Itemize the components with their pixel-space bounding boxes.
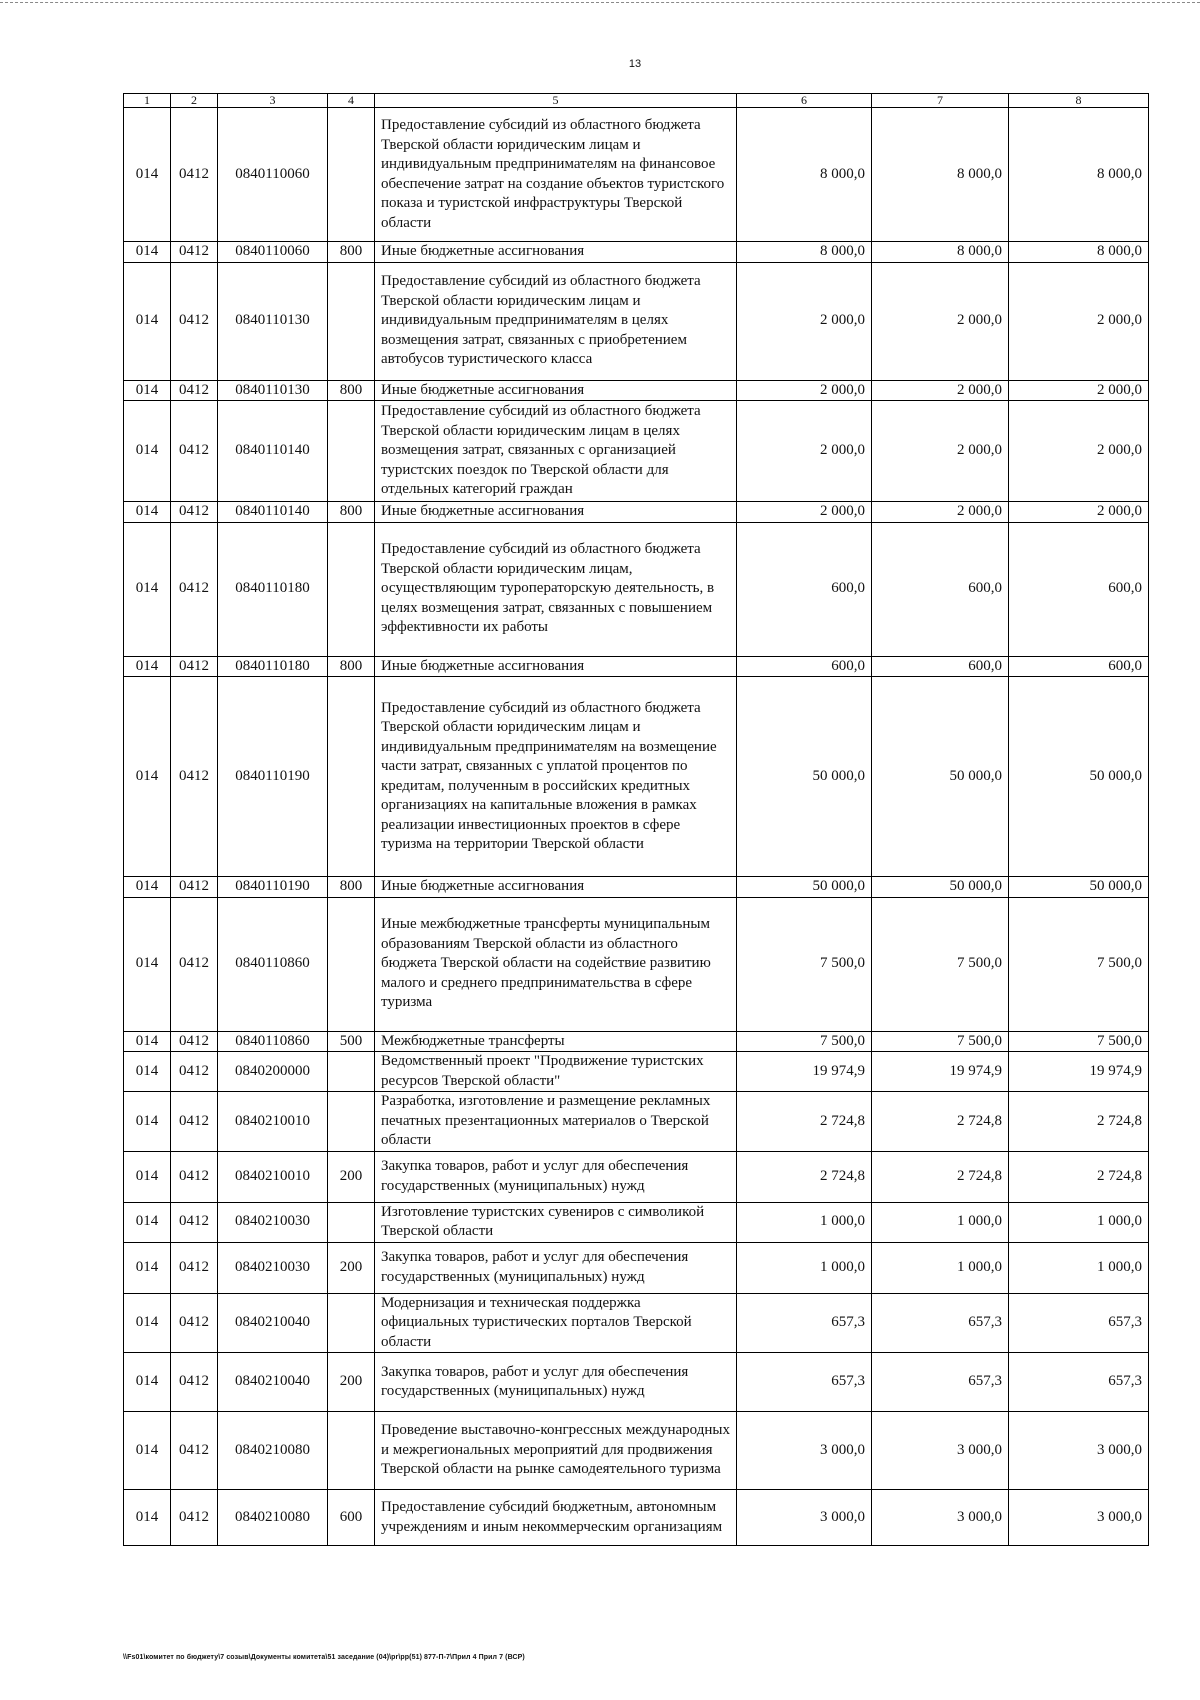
column-8-value: 8 000,0 bbox=[1009, 242, 1149, 263]
column-8-value: 600,0 bbox=[1009, 522, 1149, 656]
column-4-cell bbox=[328, 1412, 375, 1490]
column-7-value: 3 000,0 bbox=[872, 1490, 1009, 1546]
column-8-value: 2 000,0 bbox=[1009, 262, 1149, 380]
description-cell: Иные бюджетные ассигнования bbox=[375, 380, 737, 401]
description-cell: Предоставление субсидий из областного бюджета Тверской области юридическим лицам и индивидуальным предпринимателям на возмещение части затрат, связанных с уплатой процентов по кредитам, полученным в российских кредитных организациях на капитальные вложения в рамках реализации инвестиционных проектов в сфере туризма на территории Тверской области bbox=[375, 677, 737, 877]
column-header: 3 bbox=[218, 94, 328, 108]
column-2-cell: 0412 bbox=[171, 1031, 218, 1052]
column-3-cell: 0840210030 bbox=[218, 1202, 328, 1242]
column-1-cell: 014 bbox=[124, 1031, 171, 1052]
column-1-cell: 014 bbox=[124, 242, 171, 263]
column-number-header-row bbox=[124, 94, 1149, 108]
column-header: 1 bbox=[124, 94, 171, 108]
column-3-cell: 0840110180 bbox=[218, 656, 328, 677]
description-cell: Модернизация и техническая поддержка официальных туристических порталов Тверской области bbox=[375, 1293, 737, 1353]
column-7-value: 7 500,0 bbox=[872, 897, 1009, 1031]
column-7-value: 2 000,0 bbox=[872, 380, 1009, 401]
column-7-value: 2 000,0 bbox=[872, 401, 1009, 502]
column-6-value: 657,3 bbox=[737, 1293, 872, 1353]
column-8-value: 50 000,0 bbox=[1009, 677, 1149, 877]
column-header: 7 bbox=[872, 94, 1009, 108]
column-8-value: 2 000,0 bbox=[1009, 380, 1149, 401]
column-4-cell: 800 bbox=[328, 877, 375, 898]
column-2-cell: 0412 bbox=[171, 1092, 218, 1152]
column-6-value: 2 000,0 bbox=[737, 262, 872, 380]
column-8-value: 3 000,0 bbox=[1009, 1412, 1149, 1490]
description-cell: Закупка товаров, работ и услуг для обеспечения государственных (муниципальных) нужд bbox=[375, 1151, 737, 1202]
column-6-value: 50 000,0 bbox=[737, 877, 872, 898]
column-3-cell: 0840210030 bbox=[218, 1242, 328, 1293]
description-cell: Иные бюджетные ассигнования bbox=[375, 242, 737, 263]
column-3-cell: 0840110180 bbox=[218, 522, 328, 656]
column-2-cell: 0412 bbox=[171, 1202, 218, 1242]
column-7-value: 600,0 bbox=[872, 656, 1009, 677]
table-row bbox=[124, 1202, 1149, 1242]
column-7-value: 7 500,0 bbox=[872, 1031, 1009, 1052]
column-2-cell: 0412 bbox=[171, 1412, 218, 1490]
column-3-cell: 0840110860 bbox=[218, 1031, 328, 1052]
description-cell: Иные бюджетные ассигнования bbox=[375, 502, 737, 523]
column-1-cell: 014 bbox=[124, 1052, 171, 1092]
column-6-value: 657,3 bbox=[737, 1353, 872, 1412]
column-1-cell: 014 bbox=[124, 262, 171, 380]
column-7-value: 8 000,0 bbox=[872, 242, 1009, 263]
column-header: 2 bbox=[171, 94, 218, 108]
column-6-value: 2 000,0 bbox=[737, 401, 872, 502]
column-7-value: 2 000,0 bbox=[872, 262, 1009, 380]
description-cell: Закупка товаров, работ и услуг для обеспечения государственных (муниципальных) нужд bbox=[375, 1353, 737, 1412]
column-6-value: 7 500,0 bbox=[737, 1031, 872, 1052]
description-cell: Межбюджетные трансферты bbox=[375, 1031, 737, 1052]
column-4-cell bbox=[328, 401, 375, 502]
column-1-cell: 014 bbox=[124, 1490, 171, 1546]
table-row bbox=[124, 1353, 1149, 1412]
table-row bbox=[124, 1242, 1149, 1293]
column-7-value: 2 000,0 bbox=[872, 502, 1009, 523]
column-6-value: 2 724,8 bbox=[737, 1092, 872, 1152]
column-6-value: 600,0 bbox=[737, 656, 872, 677]
column-6-value: 3 000,0 bbox=[737, 1412, 872, 1490]
column-4-cell bbox=[328, 1202, 375, 1242]
column-2-cell: 0412 bbox=[171, 242, 218, 263]
column-8-value: 3 000,0 bbox=[1009, 1490, 1149, 1546]
column-6-value: 1 000,0 bbox=[737, 1202, 872, 1242]
table-row bbox=[124, 401, 1149, 502]
scan-top-edge bbox=[0, 2, 1200, 4]
description-cell: Иные бюджетные ассигнования bbox=[375, 877, 737, 898]
column-1-cell: 014 bbox=[124, 677, 171, 877]
column-3-cell: 0840210080 bbox=[218, 1490, 328, 1546]
column-1-cell: 014 bbox=[124, 1242, 171, 1293]
column-header: 8 bbox=[1009, 94, 1149, 108]
description-cell: Предоставление субсидий из областного бюджета Тверской области юридическим лицам, осуществляющим туроператорскую деятельность, в целях возмещения затрат, связанных с повышением эффективности их работы bbox=[375, 522, 737, 656]
column-3-cell: 0840210040 bbox=[218, 1293, 328, 1353]
column-3-cell: 0840110060 bbox=[218, 108, 328, 242]
column-4-cell bbox=[328, 108, 375, 242]
column-6-value: 2 724,8 bbox=[737, 1151, 872, 1202]
table-row bbox=[124, 897, 1149, 1031]
column-header: 5 bbox=[375, 94, 737, 108]
column-8-value: 2 000,0 bbox=[1009, 401, 1149, 502]
column-6-value: 19 974,9 bbox=[737, 1052, 872, 1092]
description-cell: Закупка товаров, работ и услуг для обеспечения государственных (муниципальных) нужд bbox=[375, 1242, 737, 1293]
column-1-cell: 014 bbox=[124, 522, 171, 656]
column-1-cell: 014 bbox=[124, 1412, 171, 1490]
column-7-value: 600,0 bbox=[872, 522, 1009, 656]
table-row bbox=[124, 656, 1149, 677]
column-7-value: 50 000,0 bbox=[872, 677, 1009, 877]
table-row bbox=[124, 380, 1149, 401]
column-2-cell: 0412 bbox=[171, 1490, 218, 1546]
column-7-value: 1 000,0 bbox=[872, 1242, 1009, 1293]
column-7-value: 8 000,0 bbox=[872, 108, 1009, 242]
column-7-value: 3 000,0 bbox=[872, 1412, 1009, 1490]
table-row bbox=[124, 1490, 1149, 1546]
column-1-cell: 014 bbox=[124, 1202, 171, 1242]
column-1-cell: 014 bbox=[124, 877, 171, 898]
column-8-value: 600,0 bbox=[1009, 656, 1149, 677]
column-4-cell bbox=[328, 262, 375, 380]
description-cell: Иные бюджетные ассигнования bbox=[375, 656, 737, 677]
column-4-cell: 800 bbox=[328, 656, 375, 677]
column-4-cell: 500 bbox=[328, 1031, 375, 1052]
column-4-cell bbox=[328, 677, 375, 877]
column-8-value: 2 724,8 bbox=[1009, 1092, 1149, 1152]
table-row bbox=[124, 242, 1149, 263]
column-8-value: 1 000,0 bbox=[1009, 1242, 1149, 1293]
column-1-cell: 014 bbox=[124, 656, 171, 677]
column-7-value: 50 000,0 bbox=[872, 877, 1009, 898]
column-7-value: 2 724,8 bbox=[872, 1151, 1009, 1202]
column-2-cell: 0412 bbox=[171, 677, 218, 877]
column-1-cell: 014 bbox=[124, 401, 171, 502]
column-4-cell bbox=[328, 1052, 375, 1092]
column-6-value: 600,0 bbox=[737, 522, 872, 656]
column-3-cell: 0840210010 bbox=[218, 1092, 328, 1152]
column-8-value: 7 500,0 bbox=[1009, 897, 1149, 1031]
column-7-value: 657,3 bbox=[872, 1293, 1009, 1353]
table-row bbox=[124, 1151, 1149, 1202]
table-row bbox=[124, 1031, 1149, 1052]
table-row bbox=[124, 522, 1149, 656]
table-row bbox=[124, 1412, 1149, 1490]
description-cell: Предоставление субсидий бюджетным, автономным учреждениям и иным некоммерческим организациям bbox=[375, 1490, 737, 1546]
column-2-cell: 0412 bbox=[171, 656, 218, 677]
column-1-cell: 014 bbox=[124, 1293, 171, 1353]
description-cell: Предоставление субсидий из областного бюджета Тверской области юридическим лицам и индивидуальным предпринимателям на финансовое обеспечение затрат на создание объектов туристского показа и туристской инфраструктуры Тверской области bbox=[375, 108, 737, 242]
column-2-cell: 0412 bbox=[171, 877, 218, 898]
table-row bbox=[124, 1092, 1149, 1152]
column-4-cell: 800 bbox=[328, 502, 375, 523]
column-3-cell: 0840200000 bbox=[218, 1052, 328, 1092]
column-8-value: 657,3 bbox=[1009, 1353, 1149, 1412]
column-6-value: 2 000,0 bbox=[737, 380, 872, 401]
column-6-value: 8 000,0 bbox=[737, 108, 872, 242]
budget-table bbox=[123, 93, 1149, 1546]
table-row bbox=[124, 502, 1149, 523]
column-3-cell: 0840210010 bbox=[218, 1151, 328, 1202]
column-1-cell: 014 bbox=[124, 502, 171, 523]
column-7-value: 19 974,9 bbox=[872, 1052, 1009, 1092]
column-3-cell: 0840110860 bbox=[218, 897, 328, 1031]
column-4-cell: 800 bbox=[328, 242, 375, 263]
column-1-cell: 014 bbox=[124, 897, 171, 1031]
column-8-value: 2 000,0 bbox=[1009, 502, 1149, 523]
column-2-cell: 0412 bbox=[171, 1242, 218, 1293]
column-4-cell: 200 bbox=[328, 1151, 375, 1202]
column-2-cell: 0412 bbox=[171, 1151, 218, 1202]
column-3-cell: 0840110190 bbox=[218, 677, 328, 877]
column-2-cell: 0412 bbox=[171, 262, 218, 380]
description-cell: Изготовление туристских сувениров с символикой Тверской области bbox=[375, 1202, 737, 1242]
column-3-cell: 0840210080 bbox=[218, 1412, 328, 1490]
column-7-value: 657,3 bbox=[872, 1353, 1009, 1412]
page-number: 13 bbox=[628, 58, 642, 70]
column-3-cell: 0840110140 bbox=[218, 502, 328, 523]
column-7-value: 1 000,0 bbox=[872, 1202, 1009, 1242]
column-1-cell: 014 bbox=[124, 1151, 171, 1202]
column-4-cell: 600 bbox=[328, 1490, 375, 1546]
column-2-cell: 0412 bbox=[171, 1353, 218, 1412]
table-row bbox=[124, 1052, 1149, 1092]
column-2-cell: 0412 bbox=[171, 108, 218, 242]
column-7-value: 2 724,8 bbox=[872, 1092, 1009, 1152]
column-8-value: 2 724,8 bbox=[1009, 1151, 1149, 1202]
column-4-cell bbox=[328, 1092, 375, 1152]
column-1-cell: 014 bbox=[124, 1092, 171, 1152]
column-8-value: 19 974,9 bbox=[1009, 1052, 1149, 1092]
column-2-cell: 0412 bbox=[171, 897, 218, 1031]
column-2-cell: 0412 bbox=[171, 380, 218, 401]
column-8-value: 8 000,0 bbox=[1009, 108, 1149, 242]
table-row bbox=[124, 262, 1149, 380]
column-1-cell: 014 bbox=[124, 108, 171, 242]
column-6-value: 3 000,0 bbox=[737, 1490, 872, 1546]
column-4-cell: 800 bbox=[328, 380, 375, 401]
column-3-cell: 0840110060 bbox=[218, 242, 328, 263]
description-cell: Разработка, изготовление и размещение рекламных печатных презентационных материалов о Тверской области bbox=[375, 1092, 737, 1152]
column-2-cell: 0412 bbox=[171, 1052, 218, 1092]
column-3-cell: 0840210040 bbox=[218, 1353, 328, 1412]
column-8-value: 1 000,0 bbox=[1009, 1202, 1149, 1242]
table-row bbox=[124, 108, 1149, 242]
column-header: 6 bbox=[737, 94, 872, 108]
column-6-value: 7 500,0 bbox=[737, 897, 872, 1031]
column-3-cell: 0840110190 bbox=[218, 877, 328, 898]
table-row bbox=[124, 877, 1149, 898]
column-4-cell: 200 bbox=[328, 1353, 375, 1412]
column-3-cell: 0840110130 bbox=[218, 262, 328, 380]
column-6-value: 1 000,0 bbox=[737, 1242, 872, 1293]
column-6-value: 50 000,0 bbox=[737, 677, 872, 877]
description-cell: Предоставление субсидий из областного бюджета Тверской области юридическим лицам в целях возмещения затрат, связанных с организацией туристских поездок по Тверской области для отдельных категорий граждан bbox=[375, 401, 737, 502]
table-row bbox=[124, 1293, 1149, 1353]
description-cell: Предоставление субсидий из областного бюджета Тверской области юридическим лицам и индивидуальным предпринимателям в целях возмещения затрат, связанных с приобретением автобусов туристического класса bbox=[375, 262, 737, 380]
column-8-value: 7 500,0 bbox=[1009, 1031, 1149, 1052]
column-2-cell: 0412 bbox=[171, 522, 218, 656]
column-4-cell bbox=[328, 897, 375, 1031]
column-2-cell: 0412 bbox=[171, 401, 218, 502]
column-4-cell bbox=[328, 522, 375, 656]
column-8-value: 50 000,0 bbox=[1009, 877, 1149, 898]
column-header: 4 bbox=[328, 94, 375, 108]
column-3-cell: 0840110140 bbox=[218, 401, 328, 502]
column-3-cell: 0840110130 bbox=[218, 380, 328, 401]
column-6-value: 2 000,0 bbox=[737, 502, 872, 523]
column-4-cell: 200 bbox=[328, 1242, 375, 1293]
column-2-cell: 0412 bbox=[171, 502, 218, 523]
description-cell: Ведомственный проект "Продвижение туристских ресурсов Тверской области" bbox=[375, 1052, 737, 1092]
column-1-cell: 014 bbox=[124, 380, 171, 401]
table-row bbox=[124, 677, 1149, 877]
description-cell: Проведение выставочно-конгрессных международных и межрегиональных мероприятий для продвижения Тверской области на рынке самодеятельного туризма bbox=[375, 1412, 737, 1490]
column-2-cell: 0412 bbox=[171, 1293, 218, 1353]
file-path-footer: \\Fs01\комитет по бюджету\7 созыв\Документы комитета\51 заседание (04)\pr\рр(51) 877-П-7\Прил 4 Прил 7 (ВСР) bbox=[123, 1654, 525, 1661]
description-cell: Иные межбюджетные трансферты муниципальным образованиям Тверской области из областного бюджета Тверской области на содействие развитию малого и среднего предпринимательства в сфере туризма bbox=[375, 897, 737, 1031]
column-6-value: 8 000,0 bbox=[737, 242, 872, 263]
column-4-cell bbox=[328, 1293, 375, 1353]
column-1-cell: 014 bbox=[124, 1353, 171, 1412]
column-8-value: 657,3 bbox=[1009, 1293, 1149, 1353]
